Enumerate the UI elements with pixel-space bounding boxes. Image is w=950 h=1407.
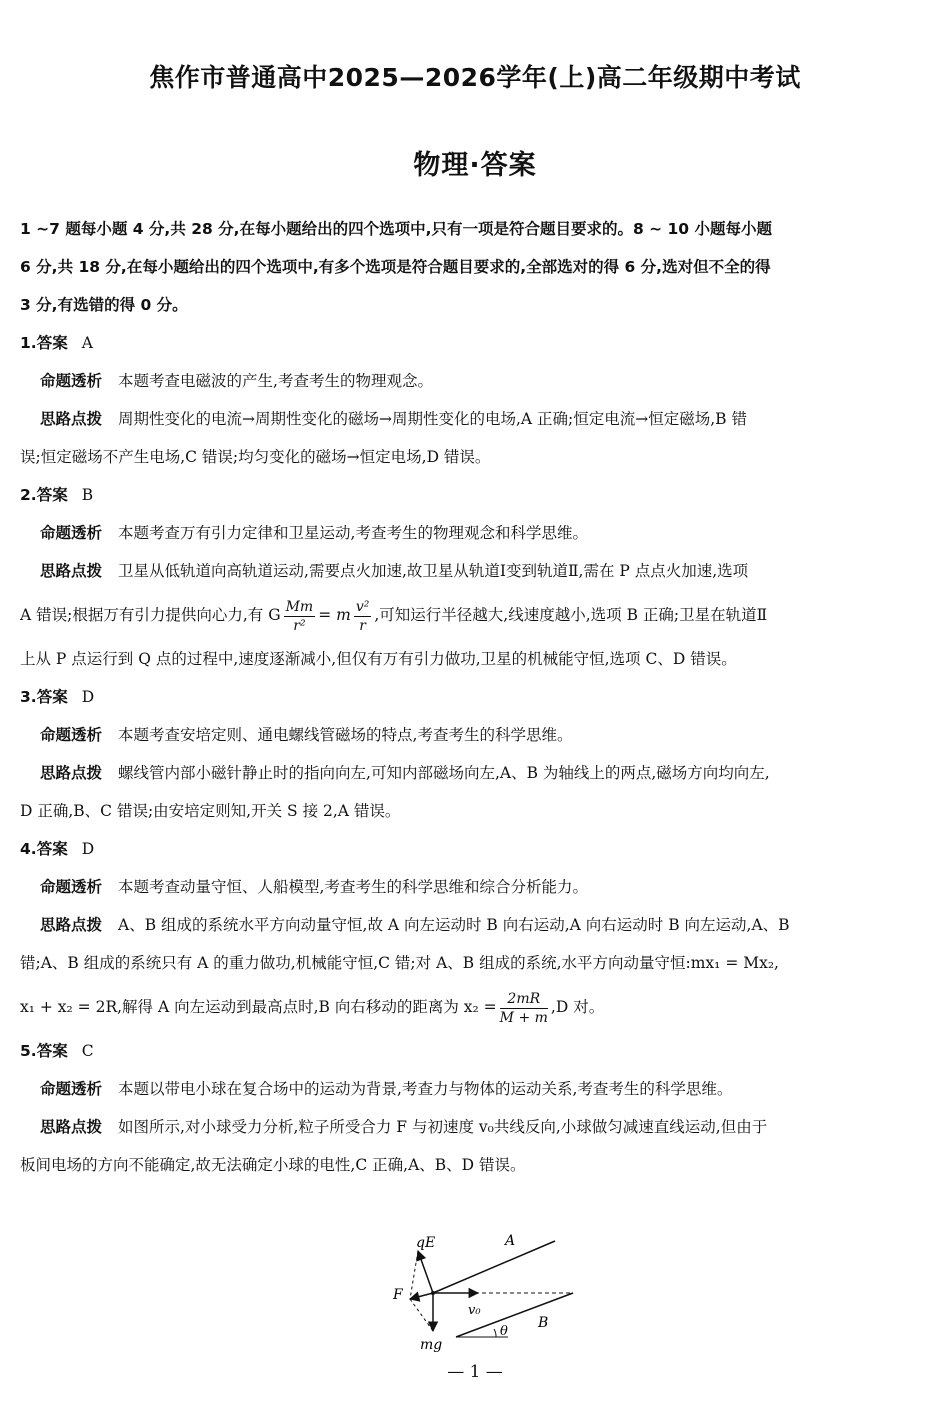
intro-line: 6 分,共 18 分,在每小题给出的四个选项中,有多个选项是符合题目要求的,全部选对的得 6 分,选对但不全的得	[20, 258, 771, 276]
scoring-instructions	[20, 210, 930, 324]
intent-paragraph	[20, 716, 930, 754]
hint-text: 卫星从低轨道向高轨道运动,需要点火加速,故卫星从轨道Ⅰ变到轨道Ⅱ,需在 P 点点火加速,选项	[118, 562, 749, 580]
answer-value: A	[81, 334, 93, 352]
hint-paragraph	[20, 906, 930, 944]
label-mg: mg	[420, 1337, 443, 1353]
intent-paragraph	[20, 514, 930, 552]
equation-middle: = m	[318, 606, 351, 624]
intent-label: 命题透析	[40, 524, 103, 542]
page-number: — 1 —	[447, 1362, 503, 1382]
answer-line	[20, 476, 930, 514]
hint-continuation: 板间电场的方向不能确定,故无法确定小球的电性,C 正确,A、B、D 错误。	[20, 1156, 526, 1174]
intent-label: 命题透析	[40, 1080, 103, 1098]
exam-title: 焦作市普通高中2025—2026学年(上)高二年级期中考试	[149, 63, 801, 92]
hint-text: ,D 对。	[550, 998, 605, 1016]
hint-text: ,可知运行半径越大,线速度越小,选项 B 正确;卫星在轨道Ⅱ	[374, 606, 768, 624]
intent-paragraph	[20, 1070, 930, 1108]
dashed-helper	[410, 1251, 418, 1299]
hint-label: 思路点拨	[40, 410, 103, 428]
question-number: 2.	[20, 486, 37, 504]
intent-text: 本题考查动量守恒、人船模型,考查考生的科学思维和综合分析能力。	[118, 878, 588, 896]
answer-value: C	[81, 1042, 94, 1060]
fraction-distance	[500, 990, 548, 1027]
intent-text: 本题考查万有引力定律和卫星运动,考查考生的物理观念和科学思维。	[118, 524, 588, 542]
label-qE: qE	[416, 1235, 436, 1251]
denominator: M + m	[499, 1009, 548, 1026]
hint-label: 思路点拨	[40, 764, 103, 782]
question-number: 3.	[20, 688, 37, 706]
numerator: Mm	[285, 598, 314, 615]
question-4	[20, 830, 930, 1032]
answer-line	[20, 830, 930, 868]
intent-text: 本题考查安培定则、通电螺线管磁场的特点,考查考生的科学思维。	[118, 726, 573, 744]
hint-label: 思路点拨	[40, 562, 103, 580]
answer-line	[20, 324, 930, 362]
question-number: 5.	[20, 1042, 37, 1060]
hint-continuation: 错;A、B 组成的系统只有 A 的重力做功,机械能守恒,C 错;对 A、B 组成的系统,水平方向动量守恒:mx₁ = Mx₂,	[20, 954, 779, 972]
plate-a-line	[433, 1241, 555, 1293]
fraction-gravity	[284, 598, 316, 635]
intent-label: 命题透析	[40, 878, 103, 896]
intent-label: 命题透析	[40, 372, 103, 390]
exam-subtitle: 物理·答案	[413, 150, 537, 181]
question-1	[20, 324, 930, 476]
question-number: 4.	[20, 840, 37, 858]
ball-point	[431, 1291, 435, 1295]
label-B: B	[538, 1315, 549, 1331]
angle-arc	[494, 1329, 496, 1337]
hint-text: 周期性变化的电流→周期性变化的磁场→周期性变化的电场,A 正确;恒定电流→恒定磁场,B 错	[118, 410, 747, 428]
numerator: 2mR	[500, 990, 548, 1009]
label-A: A	[505, 1233, 516, 1249]
question-5	[20, 1032, 930, 1184]
hint-text: 螺线管内部小磁针静止时的指向向左,可知内部磁场向左,A、B 为轴线上的两点,磁场方向均向左,	[118, 764, 770, 782]
intent-paragraph	[20, 362, 930, 400]
numerator: v²	[355, 598, 370, 615]
answer-value: D	[81, 840, 95, 858]
answer-label: 答案	[36, 1042, 68, 1060]
intent-paragraph	[20, 868, 930, 906]
question-3	[20, 678, 930, 830]
hint-paragraph	[20, 400, 930, 438]
question-2	[20, 476, 930, 678]
hint-text: A 错误;根据万有引力提供向心力,有 G	[20, 606, 281, 624]
answer-label: 答案	[36, 486, 68, 504]
answer-value: D	[81, 688, 95, 706]
electric-force-arrow	[418, 1251, 433, 1293]
intent-text: 本题以带电小球在复合场中的运动为背景,考查力与物体的运动关系,考查考生的科学思维。	[118, 1080, 733, 1098]
hint-paragraph	[20, 754, 930, 792]
answer-label: 答案	[36, 334, 68, 352]
force-diagram	[390, 1233, 580, 1353]
hint-label: 思路点拨	[40, 916, 103, 934]
label-v0: v₀	[468, 1303, 481, 1318]
question-number: 1.	[20, 334, 37, 352]
intent-text: 本题考查电磁波的产生,考查考生的物理观念。	[118, 372, 433, 390]
hint-text: x₁ + x₂ = 2R,解得 A 向左运动到最高点时,B 向右移动的距离为 x₂ =	[20, 998, 497, 1016]
hint-text: 如图所示,对小球受力分析,粒子所受合力 F 与初速度 v₀共线反向,小球做匀减速直线运动,但由于	[118, 1118, 768, 1136]
intro-line: 3 分,有选错的得 0 分。	[20, 296, 188, 314]
hint-continuation	[20, 982, 930, 1032]
answer-line	[20, 678, 930, 716]
hint-continuation	[20, 590, 930, 640]
net-force-arrow	[410, 1293, 433, 1299]
label-theta: θ	[500, 1324, 508, 1339]
answer-value: B	[81, 486, 94, 504]
fraction-centripetal	[354, 598, 372, 635]
dashed-helper	[410, 1299, 433, 1331]
hint-paragraph	[20, 1108, 930, 1146]
answer-line	[20, 1032, 930, 1070]
hint-continuation: D 正确,B、C 错误;由安培定则知,开关 S 接 2,A 错误。	[20, 802, 401, 820]
answer-label: 答案	[36, 688, 68, 706]
hint-label: 思路点拨	[40, 1118, 103, 1136]
hint-continuation: 误;恒定磁场不产生电场,C 错误;均匀变化的磁场→恒定电场,D 错误。	[20, 448, 491, 466]
intent-label: 命题透析	[40, 726, 103, 744]
hint-continuation: 上从 P 点运行到 Q 点的过程中,速度逐渐减小,但仅有万有引力做功,卫星的机械能守恒,选项 C、D 错误。	[20, 650, 737, 668]
answer-content	[20, 210, 930, 1184]
answer-label: 答案	[36, 840, 68, 858]
intro-line: 1 ~7 题每小题 4 分,共 28 分,在每小题给出的四个选项中,只有一项是符合题目要求的。8 ~ 10 小题每小题	[20, 220, 772, 238]
denominator: r	[359, 617, 366, 634]
hint-paragraph	[20, 552, 930, 590]
hint-text: A、B 组成的系统水平方向动量守恒,故 A 向左运动时 B 向右运动,A 向右运动时 B 向左运动,A、B	[118, 916, 790, 934]
label-F: F	[393, 1287, 403, 1303]
denominator: r²	[293, 617, 306, 634]
